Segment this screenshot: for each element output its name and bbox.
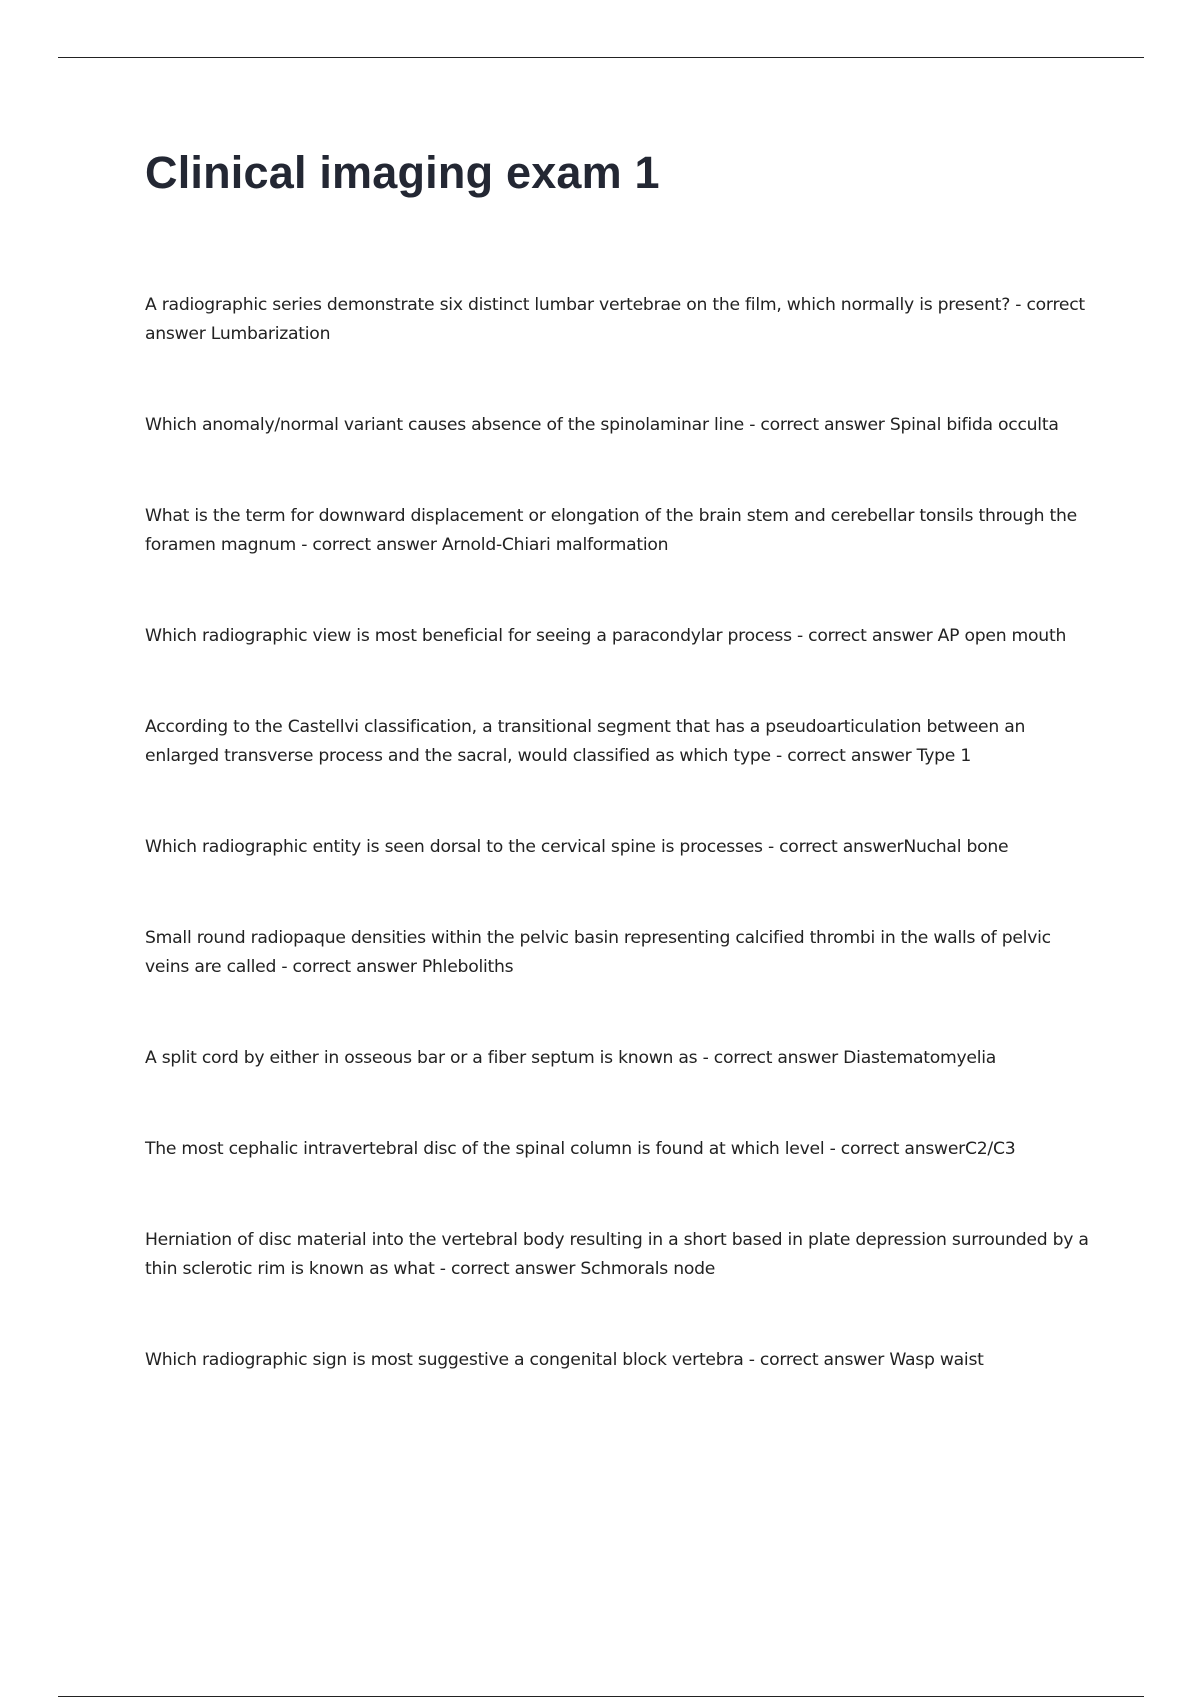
qa-item: The most cephalic intravertebral disc of the spinal column is found at which level - correct answerC2/C3 xyxy=(145,1139,1016,1159)
qa-item: Herniation of disc material into the vertebral body resulting in a short based in plate depression surrounded by a thin sclerotic rim is known as what - correct answer Schmorals node xyxy=(145,1230,1089,1279)
top-rule xyxy=(58,57,1144,58)
qa-item: According to the Castellvi classification, a transitional segment that has a pseudoarticulation between an enlarged transverse process and the sacral, would classified as which type - correct answer Type 1 xyxy=(145,717,1026,766)
qa-item: Which radiographic sign is most suggestive a congenital block vertebra - correct answer Wasp waist xyxy=(145,1350,984,1370)
qa-item: Which anomaly/normal variant causes absence of the spinolaminar line - correct answer Spinal bifida occulta xyxy=(145,415,1059,435)
qa-item: What is the term for downward displacement or elongation of the brain stem and cerebellar tonsils through the foramen magnum - correct answer Arnold-Chiari malformation xyxy=(145,506,1077,555)
question-answer-list xyxy=(145,291,1095,1437)
qa-item: A split cord by either in osseous bar or a fiber septum is known as - correct answer Diastematomyelia xyxy=(145,1048,997,1068)
qa-item: Which radiographic entity is seen dorsal to the cervical spine is processes - correct answerNuchal bone xyxy=(145,837,1009,857)
qa-item: Small round radiopaque densities within the pelvic basin representing calcified thrombi in the walls of pelvic veins are called - correct answer Phleboliths xyxy=(145,928,1051,977)
bottom-rule xyxy=(58,1696,1144,1697)
qa-item: A radiographic series demonstrate six distinct lumbar vertebrae on the film, which normally is present? - correct answer Lumbarization xyxy=(145,295,1085,344)
qa-item: Which radiographic view is most beneficial for seeing a paracondylar process - correct answer AP open mouth xyxy=(145,626,1067,646)
document-title: Clinical imaging exam 1 xyxy=(145,147,660,198)
